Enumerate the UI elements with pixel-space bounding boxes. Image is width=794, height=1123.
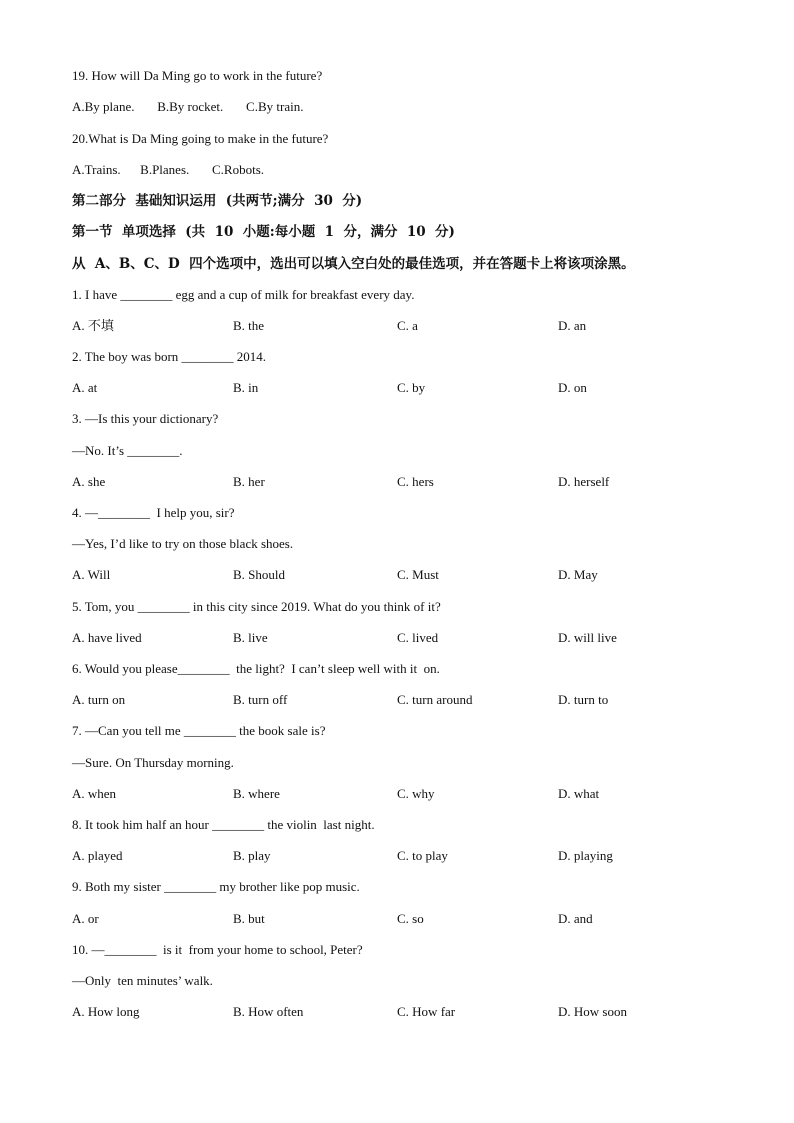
option-c: C. a	[397, 318, 418, 333]
option-a: A. turn on	[72, 692, 126, 707]
option-row	[72, 630, 732, 646]
question-19-options: A.By plane. B.By rocket. C.By train.	[72, 99, 304, 114]
option-d: D. How soon	[558, 1004, 627, 1019]
option-a: A. 不填	[72, 318, 114, 333]
section-one-title: 第一节 单项选择 (共 10 小题:每小题 1 分，满分 10 分)	[72, 224, 455, 240]
option-b: B. in	[233, 380, 259, 395]
option-row	[72, 786, 732, 802]
option-d: D. May	[558, 567, 598, 582]
option-a: A. or	[72, 911, 99, 926]
option-row	[72, 848, 732, 864]
option-b: B. her	[233, 474, 265, 489]
option-d: D. herself	[558, 474, 610, 489]
question-stem: 10. —________ is it from your home to school, Peter?	[72, 942, 363, 957]
question-stem: 8. It took him half an hour ________ the violin last night.	[72, 817, 375, 832]
option-d: D. turn to	[558, 692, 609, 707]
option-row	[72, 380, 732, 396]
option-row	[72, 1004, 732, 1020]
option-row	[72, 318, 732, 334]
option-d: D. will live	[558, 630, 617, 645]
option-row	[72, 911, 732, 927]
question-answer-line: —Only ten minutes’ walk.	[72, 973, 213, 988]
option-d: D. what	[558, 786, 600, 801]
question-stem: 2. The boy was born ________ 2014.	[72, 349, 267, 364]
option-b: B. the	[233, 318, 265, 333]
option-a: A. when	[72, 786, 117, 801]
question-stem: 5. Tom, you ________ in this city since 2019. What do you think of it?	[72, 599, 441, 614]
option-row	[72, 692, 732, 708]
option-a: A. at	[72, 380, 98, 395]
question-stem: 9. Both my sister ________ my brother like pop music.	[72, 879, 360, 894]
option-d: D. on	[558, 380, 587, 395]
option-c: C. lived	[397, 630, 439, 645]
question-answer-line: —No. It’s ________.	[72, 443, 183, 458]
question-stem: 6. Would you please________ the light? I can’t sleep well with it on.	[72, 661, 440, 676]
option-b: B. but	[233, 911, 265, 926]
option-c: C. by	[397, 380, 426, 395]
option-d: D. playing	[558, 848, 613, 863]
option-d: D. and	[558, 911, 593, 926]
question-20-options: A.Trains. B.Planes. C.Robots.	[72, 162, 265, 177]
option-a: A. have lived	[72, 630, 142, 645]
option-a: A. Will	[72, 567, 111, 582]
option-a: A. How long	[72, 1004, 140, 1019]
option-a: A. played	[72, 848, 123, 863]
option-c: C. so	[397, 911, 424, 926]
option-c: C. to play	[397, 848, 448, 863]
option-b: B. How often	[233, 1004, 304, 1019]
question-stem: 1. I have ________ egg and a cup of milk for breakfast every day.	[72, 287, 415, 302]
option-c: C. turn around	[397, 692, 473, 707]
option-c: C. hers	[397, 474, 434, 489]
option-b: B. where	[233, 786, 280, 801]
option-row	[72, 567, 732, 583]
option-c: C. why	[397, 786, 435, 801]
question-20-stem: 20.What is Da Ming going to make in the future?	[72, 131, 329, 146]
option-b: B. play	[233, 848, 271, 863]
option-b: B. Should	[233, 567, 286, 582]
question-answer-line: —Yes, I’d like to try on those black shoes.	[72, 536, 294, 551]
question-answer-line: —Sure. On Thursday morning.	[72, 755, 234, 770]
option-c: C. How far	[397, 1004, 456, 1019]
question-stem: 7. —Can you tell me ________ the book sale is?	[72, 723, 326, 738]
question-19-stem: 19. How will Da Ming go to work in the future?	[72, 68, 323, 83]
section-instruction: 从 A、B、C、D 四个选项中，选出可以填入空白处的最佳选项，并在答题卡上将该项涂黑。	[72, 256, 635, 272]
option-row	[72, 474, 732, 490]
option-c: C. Must	[397, 567, 439, 582]
option-b: B. turn off	[233, 692, 288, 707]
option-a: A. she	[72, 474, 106, 489]
part-two-title: 第二部分 基础知识运用 (共两节;满分 30 分)	[72, 193, 363, 209]
option-d: D. an	[558, 318, 587, 333]
question-stem: 4. —________ I help you, sir?	[72, 505, 235, 520]
option-b: B. live	[233, 630, 268, 645]
question-stem: 3. —Is this your dictionary?	[72, 411, 219, 426]
